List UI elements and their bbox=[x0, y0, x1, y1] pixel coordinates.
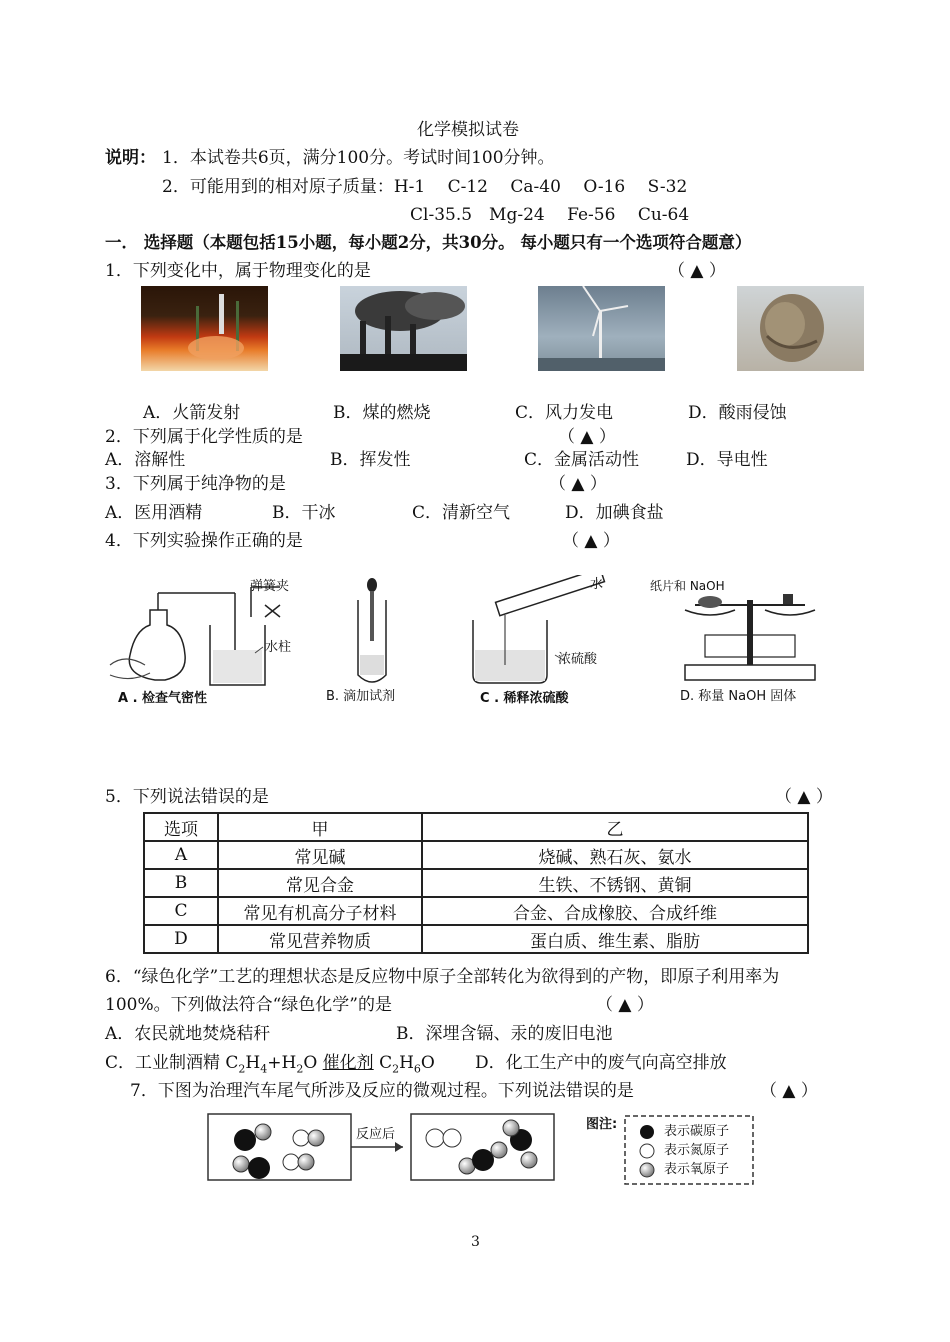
conc-acid-label: 浓硫酸 bbox=[558, 652, 598, 667]
table-cell: 常见碱 bbox=[218, 841, 422, 869]
q6-option-c bbox=[105, 1053, 435, 1076]
intro-line2: 2．可能用到的相对原子质量：H-1 C-12 Ca-40 O-16 S-32 bbox=[162, 177, 688, 197]
q5-stem: 5．下列说法错误的是 bbox=[105, 787, 269, 807]
q5-answer-mark: （ ▲ ） bbox=[775, 787, 833, 807]
arrow-label: 反应后 bbox=[356, 1127, 396, 1142]
table-cell: 合金、合成橡胶、合成纤维 bbox=[422, 897, 808, 925]
q3-option-a: A．医用酒精 bbox=[105, 503, 203, 523]
legend-title: 图注: bbox=[586, 1117, 618, 1132]
q6-optc-text: O bbox=[303, 1053, 323, 1073]
water-label: 水 bbox=[590, 577, 604, 592]
table-cell: B bbox=[144, 869, 218, 897]
table-cell: 烧碱、熟石灰、氨水 bbox=[422, 841, 808, 869]
q2-option-d: D．导电性 bbox=[686, 450, 768, 470]
q7-answer-mark: （ ▲ ） bbox=[760, 1081, 818, 1101]
legend-carbon: 表示碳原子 bbox=[664, 1124, 730, 1139]
table-cell: 生铁、不锈钢、黄铜 bbox=[422, 869, 808, 897]
table-cell: D bbox=[144, 925, 218, 953]
q2-answer-mark: （ ▲ ） bbox=[558, 427, 616, 447]
header-cell: 甲 bbox=[218, 813, 422, 841]
header-cell: 乙 bbox=[422, 813, 808, 841]
q6-optc-text: O bbox=[420, 1053, 435, 1073]
q6-option-d: D．化工生产中的废气向高空排放 bbox=[475, 1053, 727, 1073]
sub: 4 bbox=[260, 1062, 268, 1076]
page-title: 化学模拟试卷 bbox=[417, 120, 519, 140]
option-c-caption: C . 稀释浓硫酸 bbox=[480, 691, 569, 706]
table-cell: 蛋白质、维生素、脂肪 bbox=[422, 925, 808, 953]
q6-line2: 100%。下列做法符合“绿色化学”的是 bbox=[105, 995, 392, 1015]
acid-rain-erosion-photo bbox=[737, 286, 864, 371]
balance-scale-diagram bbox=[665, 580, 835, 685]
page-number: 3 bbox=[471, 1234, 480, 1250]
coal-burning-photo bbox=[340, 286, 467, 371]
option-d-caption: D. 称量 NaOH 固体 bbox=[680, 689, 797, 704]
table-cell: 常见营养物质 bbox=[218, 925, 422, 953]
sub: 6 bbox=[413, 1062, 421, 1076]
table-cell: A bbox=[144, 841, 218, 869]
q6-option-a: A．农民就地焚烧秸秆 bbox=[105, 1024, 271, 1044]
water-column-label: 水柱 bbox=[265, 640, 292, 655]
dropper-test-tube-diagram bbox=[350, 575, 395, 690]
table-row bbox=[144, 897, 808, 925]
q6-optc-text: H bbox=[399, 1053, 414, 1073]
wind-power-photo bbox=[538, 286, 665, 371]
table-row bbox=[144, 841, 808, 869]
table-row bbox=[144, 869, 808, 897]
spring-clip-label: 弹簧夹 bbox=[250, 579, 290, 594]
q1-stem: 1．下列变化中，属于物理变化的是 bbox=[105, 261, 371, 281]
q3-option-d: D．加碘食盐 bbox=[565, 503, 664, 523]
q6-optc-text: C．工业制酒精 C bbox=[105, 1053, 239, 1073]
q4-stem: 4．下列实验操作正确的是 bbox=[105, 531, 303, 551]
q4-answer-mark: （ ▲ ） bbox=[562, 531, 620, 551]
sub: 2 bbox=[296, 1062, 304, 1076]
paper-naoh-label: 纸片和 NaOH bbox=[650, 579, 725, 593]
legend-oxygen: 表示氧原子 bbox=[664, 1162, 730, 1177]
q6-line1: 6．“绿色化学”工艺的理想状态是反应物中原子全部转化为欲得到的产物，即原子利用率为 bbox=[105, 967, 780, 987]
q2-option-b: B．挥发性 bbox=[330, 450, 411, 470]
q6-answer-mark: （ ▲ ） bbox=[596, 995, 654, 1015]
sub: 2 bbox=[392, 1062, 400, 1076]
q6-optc-text: C bbox=[373, 1053, 393, 1073]
q2-option-c: C．金属活动性 bbox=[524, 450, 640, 470]
q1-option-a: A．火箭发射 bbox=[143, 403, 241, 423]
q6-optc-text: +H bbox=[267, 1053, 297, 1073]
intro-label: 说明： bbox=[105, 148, 156, 168]
table-cell: 常见合金 bbox=[218, 869, 422, 897]
option-a-caption: A . 检查气密性 bbox=[118, 691, 208, 706]
sub: 2 bbox=[238, 1062, 246, 1076]
intro-line3: Cl-35.5 Mg-24 Fe-56 Cu-64 bbox=[410, 205, 690, 225]
intro-line1: 1．本试卷共6页，满分100分。考试时间100分钟。 bbox=[162, 148, 555, 168]
catalyst-label: 催化剂 bbox=[322, 1053, 374, 1073]
table-cell: 常见有机高分子材料 bbox=[218, 897, 422, 925]
q3-stem: 3．下列属于纯净物的是 bbox=[105, 474, 286, 494]
section-heading: 一． 选择题（本题包括15小题，每小题2分，共30分。 每小题只有一个选项符合题意） bbox=[105, 233, 752, 252]
q1-option-c: C．风力发电 bbox=[515, 403, 614, 423]
table-header-row bbox=[144, 813, 808, 841]
q2-stem: 2．下列属于化学性质的是 bbox=[105, 427, 303, 447]
q7-stem: 7．下图为治理汽车尾气所涉及反应的微观过程。下列说法错误的是 bbox=[130, 1081, 634, 1101]
table-row bbox=[144, 925, 808, 953]
rocket-launch-photo bbox=[141, 286, 268, 371]
q1-option-b: B．煤的燃烧 bbox=[333, 403, 431, 423]
q6-optc-text: H bbox=[245, 1053, 261, 1073]
q2-option-a: A．溶解性 bbox=[105, 450, 186, 470]
q5-table bbox=[143, 812, 809, 954]
q3-answer-mark: （ ▲ ） bbox=[549, 474, 607, 494]
option-b-caption: B. 滴加试剂 bbox=[326, 689, 396, 704]
q1-option-d: D．酸雨侵蚀 bbox=[688, 403, 787, 423]
table-cell: C bbox=[144, 897, 218, 925]
q3-option-c: C．清新空气 bbox=[412, 503, 511, 523]
q6-option-b: B．深埋含镉、汞的废旧电池 bbox=[396, 1024, 613, 1044]
q3-option-b: B．干冰 bbox=[272, 503, 336, 523]
header-cell: 选项 bbox=[144, 813, 218, 841]
legend-nitrogen: 表示氮原子 bbox=[664, 1143, 730, 1158]
q1-answer-mark: （ ▲ ） bbox=[668, 261, 726, 281]
